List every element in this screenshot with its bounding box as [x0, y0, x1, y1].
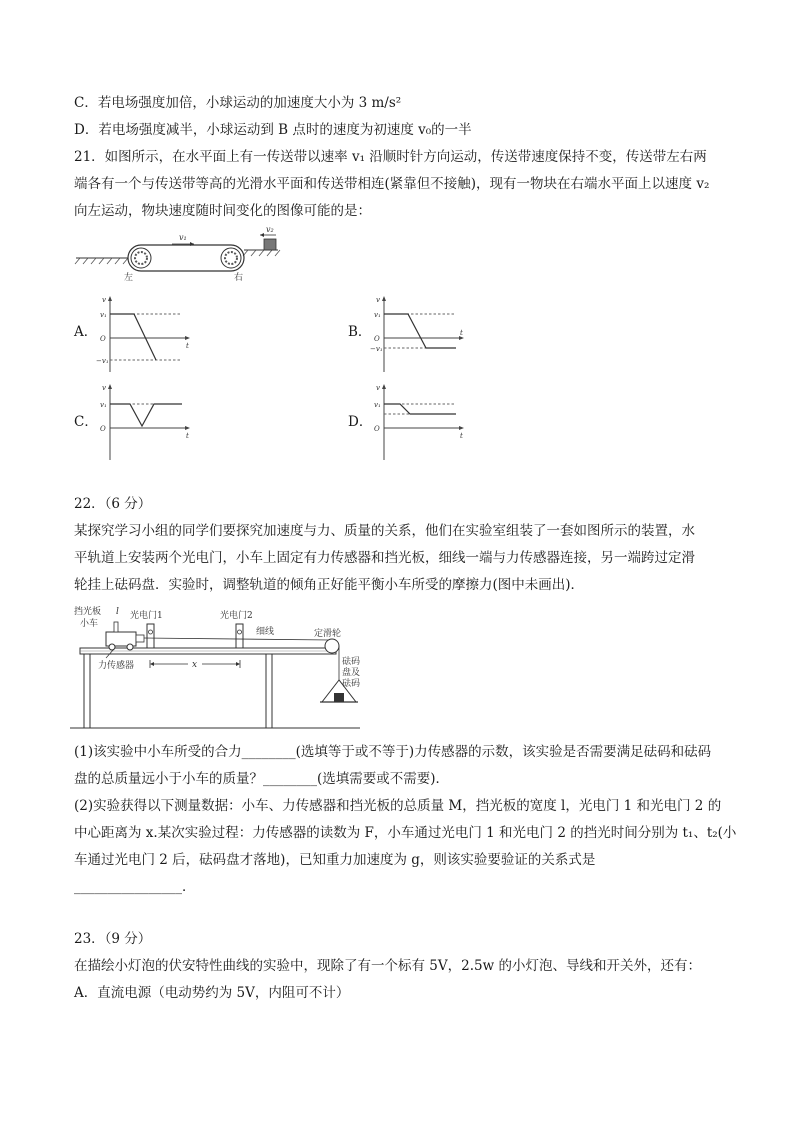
left-label: 左 — [124, 273, 134, 283]
graph-b — [372, 292, 468, 376]
graph-b-v1-tick: v₁ — [374, 311, 381, 319]
q23-header: 23．（9 分） — [74, 931, 152, 947]
graph-a-v1-tick: v₁ — [100, 311, 107, 319]
q22-sub2-answer-blank: ________________． — [74, 879, 196, 895]
weight-label-3: 砝码 — [342, 679, 361, 689]
string-label: 细线 — [256, 627, 275, 637]
cart — [106, 622, 144, 650]
graph-c-origin: O — [100, 425, 106, 433]
q21-option-d-label: D． — [348, 414, 373, 430]
width-l-label: l — [116, 607, 119, 617]
q22-text-line2: 平轨道上安装两个光电门，小车上固定有力传感器和挡光板，细线一端与力传感器连接，另一端跨过定滑 — [74, 550, 695, 566]
graph-c-t-axis-label: t — [186, 432, 189, 440]
graph-c-v1-tick: v₁ — [100, 401, 107, 409]
conveyor-belt — [128, 245, 244, 271]
gate1-label: 光电门1 — [130, 611, 163, 621]
q21-text-line3: 向左运动，物块速度随时间变化的图像可能的是： — [74, 203, 371, 219]
block-with-v2 — [260, 225, 276, 250]
baffle-label: 挡光板 — [74, 607, 102, 617]
v1-label: v₁ — [179, 233, 187, 242]
photogate-2 — [236, 624, 243, 648]
graph-d-t-axis-label: t — [460, 432, 463, 440]
left-platform — [75, 258, 128, 264]
q21-option-a-label: A． — [74, 324, 98, 340]
gate2-label: 光电门2 — [220, 611, 253, 621]
distance-x-label: x — [192, 660, 198, 670]
conveyor-belt-figure — [72, 225, 282, 284]
q22-header: 22．（6 分） — [74, 496, 152, 512]
graph-a-v-axis-label: v — [102, 296, 106, 304]
right-label: 右 — [234, 273, 244, 283]
q23-text-line1: 在描绘小灯泡的伏安特性曲线的实验中，现除了有一个标有 5V，2.5w 的小灯泡、导线和开关外，还有： — [74, 958, 701, 974]
q22-sub1-line2: 盘的总质量远小于小车的质量？________(选填需要或不需要)． — [74, 771, 450, 787]
graph-a — [98, 292, 194, 376]
q22-text-line3: 轮挂上砝码盘．实验时，调整轨道的倾角正好能平衡小车所受的摩擦力(图中未画出)． — [74, 577, 585, 593]
v2-label: v₂ — [266, 225, 274, 234]
right-platform — [243, 250, 280, 256]
graph-b-origin: O — [374, 335, 380, 343]
q22-sub2-line3: 车通过光电门 2 后，砝码盘才落地)，已知重力加速度为 g，则该实验要验证的关系式是 — [74, 852, 596, 868]
photogate-1 — [147, 624, 154, 648]
q22-sub2-line2: 中心距离为 x.某次实验过程：力传感器的读数为 F，小车通过光电门 1 和光电门 2 的挡光时间分别为 t₁、t₂(小 — [74, 825, 737, 841]
graph-d-origin: O — [374, 425, 380, 433]
graph-d-v-axis-label: v — [376, 384, 380, 392]
pulley — [325, 639, 339, 653]
weight-label-2: 盘及 — [342, 668, 361, 678]
q20-option-d: D．若电场强度减半，小球运动到 B 点时的速度为初速度 v₀的一半 — [74, 122, 472, 138]
v1-arrow — [172, 233, 194, 246]
pulley-label: 定滑轮 — [314, 629, 342, 639]
q21-text-line1: 21．如图所示，在水平面上有一传送带以速率 v₁ 沿顺时针方向运动，传送带速度保持不变，传送带左右两 — [74, 149, 707, 165]
graph-b-t-axis-label: t — [460, 329, 463, 337]
graph-c-v-axis-label: v — [102, 384, 106, 392]
graph-d — [372, 380, 468, 464]
cart-label: 小车 — [80, 619, 99, 629]
graph-a-neg-v1-tick: −v₁ — [96, 357, 109, 365]
q22-sub1-line1: (1)该实验中小车所受的合力________(选填等于或不等于)力传感器的示数，该实验是否需要满足砝码和砝码 — [74, 744, 712, 760]
weight-label-1: 砝码 — [342, 657, 361, 667]
q23-option-a: A．直流电源（电动势约为 5V，内阻可不计） — [74, 985, 350, 1001]
q22-text-line1: 某探究学习小组的同学们要探究加速度与力、质量的关系，他们在实验室组装了一套如图所示的装置，水 — [74, 523, 695, 539]
q21-option-b-label: B． — [348, 324, 372, 340]
q21-option-c-label: C． — [74, 414, 98, 430]
q22-sub2-line1: (2)实验获得以下测量数据：小车、力传感器和挡光板的总质量 M，挡光板的宽度 l，光电门 1 和光电门 2 的 — [74, 798, 722, 814]
graph-d-v1-tick: v₁ — [374, 401, 381, 409]
apparatus-figure — [70, 602, 370, 732]
graph-a-origin: O — [100, 335, 106, 343]
graph-c — [98, 380, 194, 464]
sensor-label: 力传感器 — [98, 661, 135, 671]
track — [70, 648, 360, 728]
q21-text-line2: 端各有一个与传送带等高的光滑水平面和传送带相连(紧靠但不接触)，现有一物块在右端水平面上以速度 v₂ — [74, 176, 710, 192]
graph-b-v-axis-label: v — [376, 296, 380, 304]
graph-a-t-axis-label: t — [186, 342, 189, 350]
graph-b-neg-v1-tick: −v₁ — [370, 345, 383, 353]
q20-option-c: C．若电场强度加倍，小球运动的加速度大小为 3 m/s² — [74, 95, 402, 111]
